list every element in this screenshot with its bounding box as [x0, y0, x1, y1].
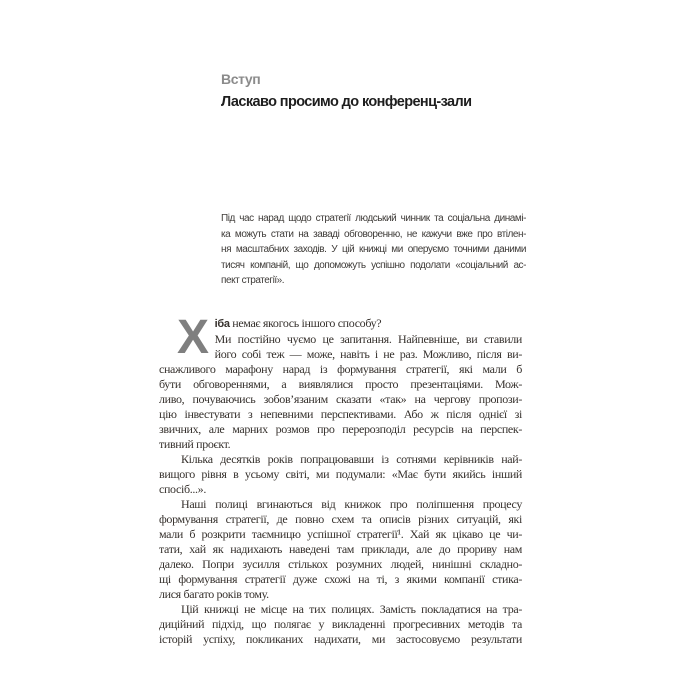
text-line: Цій книжці не місце на тих полицях. Замість покладатися на тра-: [181, 602, 522, 616]
text-line: щі формування стратегії дуже схожі на ті, з якими компанії стика-: [159, 572, 522, 586]
dropcap-bold-lead: іба: [214, 318, 230, 330]
text-line: Ми постійно чуємо це запитання. Найпевніше, ви ставили: [214, 332, 522, 346]
text-line: пект стратегії».: [221, 275, 285, 287]
paragraph: [159, 452, 522, 497]
text-line: тати, хай як надихають наведені там приклади, але до прориву нам: [159, 542, 522, 556]
text-line: далеко. Попри зусилля стількох розумних людей, нинішні складно-: [159, 557, 522, 571]
text-line: вищого рівня в усьому світі, ми подумали: «Має бути якийсь інший: [159, 467, 522, 481]
dropcap-letter: Х: [177, 311, 209, 364]
chapter-title: Ласкаво просимо до конференц-зали: [221, 94, 472, 110]
paragraph: [159, 332, 522, 452]
paragraph: [159, 497, 522, 602]
text-line: спосіб...».: [159, 482, 206, 496]
chapter-kicker: Вступ: [221, 71, 261, 87]
text-line: Під час нарад щодо стратегії людський чинник та соціальна динамі-: [221, 213, 526, 224]
text-line: цію інвестувати з непевними перспективами. Або ж після однієї зі: [159, 407, 522, 421]
text-line: Наші полиці вгинаються від книжок про поліпшення процесу: [181, 497, 522, 511]
text-line: тисяч компаній, що допоможуть успішно подолати «соціальний ас-: [221, 259, 526, 271]
text-line: диційний підхід, що полягає у викладенні прогресивних методів та: [159, 617, 522, 631]
text-line: історій успіху, покликаних надихати, ми застосовуємо результати: [159, 632, 522, 646]
body-text: [159, 311, 522, 647]
text-line: ливо, почуваючись зобов’язаним сказати «так» на чергову пропози-: [159, 392, 522, 406]
text-line: Кілька десятків років попрацювавши із сотнями керівників най-: [181, 452, 522, 466]
text-line: формування стратегії, де повно схем та описів різних ситуацій, які: [159, 512, 522, 526]
text-line: бути обговореннями, а виявлялися просто презентаціями. Мож-: [159, 377, 522, 391]
epigraph: [221, 211, 526, 289]
text-line: ня масштабних заходів. У цій книжці ми оперуємо точними даними: [221, 244, 526, 256]
text-line: [159, 316, 522, 332]
text-line: його собі теж — може, навіть і не раз. Можливо, після ви-: [214, 347, 522, 361]
text-line: тивний проєкт.: [159, 437, 231, 451]
text-line: лися багато років тому.: [159, 587, 269, 601]
text-line: звичних, але марних розмов про перерозподіл ресурсів на перспек-: [159, 422, 522, 436]
text-line: снажливого марафону нарад із формування стратегії, які мали б: [159, 362, 522, 376]
text-line: мали б розкрити таємницю успішної стратегії¹. Хай як цікаво це чи-: [159, 527, 522, 541]
text-line: ка можуть стати на заваді обговоренню, не кажучи вже про втілен-: [221, 228, 526, 240]
opening-line-rest: немає якогось іншого способу?: [229, 316, 382, 330]
paragraph: [159, 602, 522, 647]
